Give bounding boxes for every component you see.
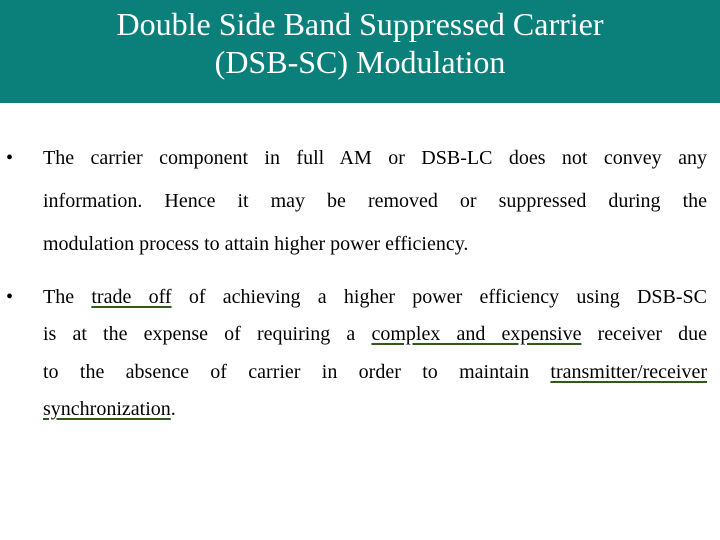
underlined-term-complex-expensive: complex and expensive [371, 323, 582, 345]
slide-title-line-1: Double Side Band Suppressed Carrier [116, 6, 604, 42]
bullet-2-text: . [170, 398, 176, 420]
underlined-term-transmitter-receiver: transmitter/receiver [550, 361, 707, 383]
bullet-2-line-2 [43, 322, 707, 346]
bullet-marker-1: • [6, 147, 14, 169]
bullet-2-line-3 [43, 360, 707, 384]
underlined-term-trade-off: trade off [91, 286, 172, 308]
bullet-2-text: is at the expense of requiring a [43, 323, 372, 345]
bullet-1-line-3: modulation process to attain higher power efficiency. [43, 233, 469, 255]
bullet-2-text: of achieving a higher power efficiency using DSB-SC [171, 286, 707, 308]
bullet-1-line-1: The carrier component in full AM or DSB-LC does not convey any [43, 147, 707, 169]
bullet-2-text: receiver due [581, 323, 707, 345]
slide-title-line-2: (DSB-SC) Modulation [214, 44, 506, 80]
bullet-1-line-2: information. Hence it may be removed or suppressed during the [43, 190, 707, 212]
title-bar [0, 0, 720, 103]
underlined-term-synchronization: synchronization [43, 398, 171, 420]
bullet-2-line-1 [43, 285, 707, 309]
bullet-2-text: to the absence of carrier in order to maintain [43, 361, 551, 383]
bullet-marker-2: • [6, 286, 14, 308]
bullet-2-text: The [43, 286, 92, 308]
bullet-2-line-4 [43, 397, 707, 421]
